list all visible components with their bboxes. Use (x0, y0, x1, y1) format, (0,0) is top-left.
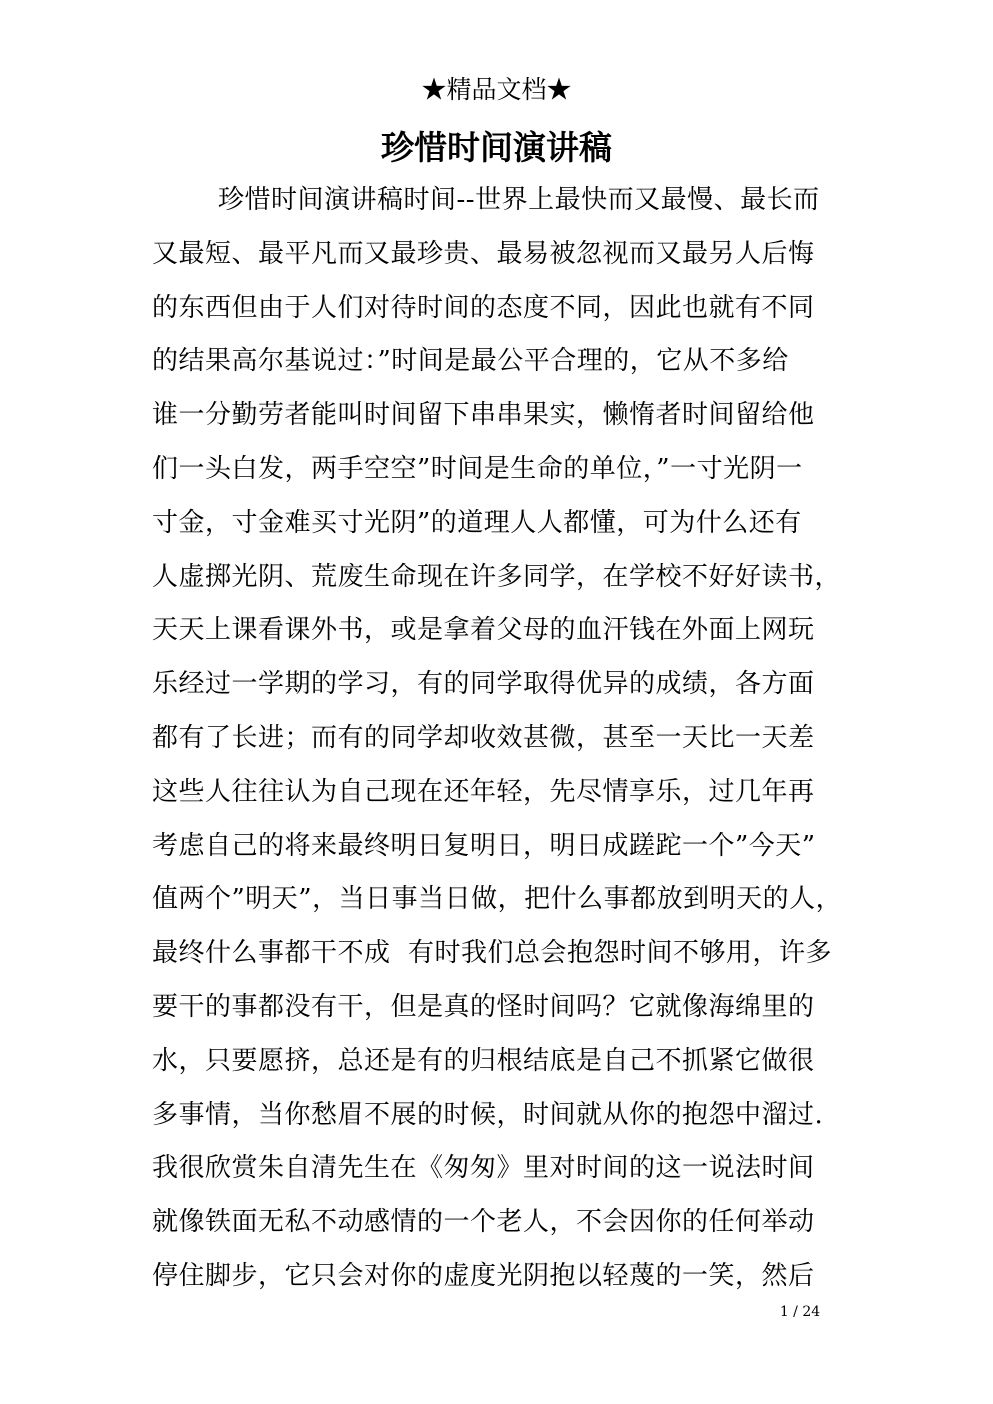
paragraph-line: 这些人往往认为自己现在还年轻，先尽情享乐，过几年再 (152, 776, 815, 807)
paragraph-line: 乐经过一学期的学习，有的同学取得优异的成绩，各方面 (152, 669, 815, 700)
paragraph-line: 考虑自己的将来最终明日复明日，明日成蹉跎一个”今天” (152, 830, 816, 861)
paragraph-line: 人虚掷光阴、荒废生命现在许多同学，在学校不好好读书， (152, 561, 842, 592)
header-mark: ★精品文档★ (421, 75, 572, 104)
paragraph-line: 要干的事都没有干，但是真的怪时间吗？它就像海绵里的 (152, 991, 815, 1022)
body-text (152, 177, 852, 1307)
paragraph-line: 的东西但由于人们对待时间的态度不同，因此也就有不同 (152, 292, 815, 323)
paragraph-line: 值两个”明天”，当日事当日做，把什么事都放到明天的人， (152, 884, 843, 915)
paragraph-line: 最终什么事都干不成 有时我们总会抱怨时间不够用，许多 (152, 938, 833, 969)
paragraph-line: 又最短、最平凡而又最珍贵、最易被忽视而又最另人后悔 (152, 238, 815, 269)
paragraph-line: 都有了长进；而有的同学却收效甚微，甚至一天比一天差 (152, 722, 815, 753)
paragraph-line: 多事情，当你愁眉不展的时候，时间就从你的抱怨中溜过. (152, 1099, 824, 1130)
page-title: 珍惜时间演讲稿 (381, 128, 612, 167)
paragraph-line: 天天上课看课外书，或是拿着父母的血汗钱在外面上网玩 (152, 615, 815, 646)
paragraph-line: 我很欣赏朱自清先生在《匆匆》里对时间的这一说法时间 (152, 1153, 815, 1184)
paragraph-line: 寸金，寸金难买寸光阴”的道理人人都懂，可为什么还有 (152, 507, 802, 538)
paragraph-line: 的结果高尔基说过：”时间是最公平合理的，它从不多给 (152, 346, 789, 377)
paragraph-line: 谁一分勤劳者能叫时间留下串串果实，懒惰者时间留给他 (152, 400, 815, 431)
paragraph-line: 们一头白发，两手空空”时间是生命的单位，”一寸光阴一 (152, 453, 803, 484)
paragraph-line: 停住脚步，它只会对你的虚度光阴抱以轻蔑的一笑，然后 (152, 1260, 815, 1291)
paragraph-line: 水，只要愿挤，总还是有的归根结底是自己不抓紧它做很 (152, 1045, 815, 1076)
paragraph-line: 珍惜时间演讲稿时间--世界上最快而又最慢、最长而 (218, 185, 820, 215)
paragraph-line: 就像铁面无私不动感情的一个老人，不会因你的任何举动 (152, 1207, 815, 1238)
page-number: 1 / 24 (779, 1304, 821, 1320)
